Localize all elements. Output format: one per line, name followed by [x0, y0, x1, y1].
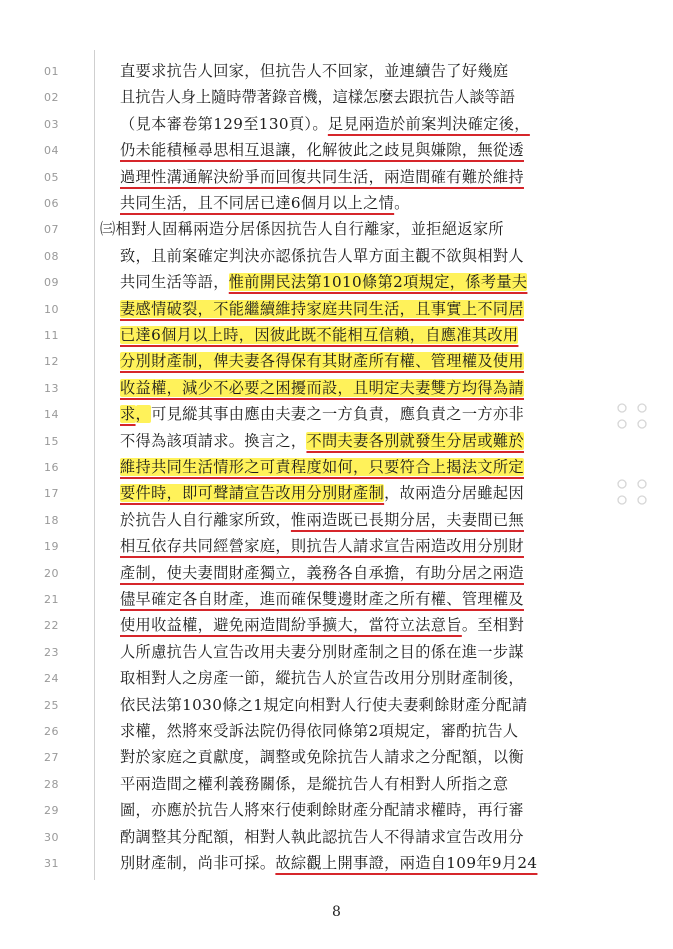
line-number: 20 — [44, 566, 59, 580]
line-number: 02 — [44, 91, 59, 105]
text-line — [0, 850, 673, 880]
line-number: 14 — [44, 408, 59, 422]
line-number: 26 — [44, 725, 59, 738]
line-text — [120, 113, 530, 135]
line-text — [120, 773, 508, 795]
underlined-text: 儘早確定各自財產，進而確保雙邊財產之所有權、管理權及 — [120, 590, 524, 608]
line-number: 21 — [44, 593, 59, 606]
line-text — [120, 166, 524, 188]
line-number: 04 — [44, 144, 59, 158]
text-segment: 致，且前案確定判決亦認係抗告人單方面主觀不欲與相對人 — [120, 246, 524, 265]
line-text — [120, 403, 524, 425]
line-text — [120, 324, 518, 346]
line-text — [120, 720, 518, 742]
text-segment: 求權，然將來受訴法院仍得依同條第2項規定，審酌抗告人 — [120, 722, 519, 740]
line-text — [120, 456, 524, 478]
line-text — [120, 746, 524, 768]
text-segment: 。 — [394, 194, 410, 212]
text-segment: 直要求抗告人回家，但抗告人不回家，並連續告了好幾庭 — [120, 62, 509, 80]
highlighted-underlined-text: 維持共同生活情形之可責程度如何，只要符合上揭法文所定 — [120, 458, 524, 476]
line-number: 25 — [44, 698, 59, 712]
text-segment: ㈢相對人固稱兩造分居係因抗告人自行離家，並拒絕返家所 — [100, 220, 504, 239]
line-number: 13 — [44, 381, 59, 395]
line-text — [100, 218, 504, 240]
line-number: 17 — [44, 487, 59, 501]
highlighted-underlined-text: 已達6個月以上時，因彼此既不能相互信賴，自應准其改用 — [120, 326, 519, 344]
line-number: 07 — [44, 223, 59, 237]
highlighted-underlined-text: 惟前開民法第1010條第2項規定，係考量夫 — [228, 273, 528, 292]
line-text — [120, 271, 527, 293]
line-text — [120, 535, 524, 557]
line-number: 28 — [44, 777, 59, 791]
line-number: 16 — [44, 461, 59, 474]
line-number: 01 — [44, 65, 59, 78]
highlighted-underlined-text: 不問夫妻各別就發生分居或難於 — [306, 431, 524, 450]
line-number: 19 — [44, 540, 59, 554]
text-segment: 且抗告人身上隨時帶著錄音機，這樣怎麼去跟抗告人談等語 — [120, 88, 515, 107]
underlined-text: 共同生活，且不同居已達6個月以上之情 — [120, 194, 395, 212]
underlined-text: 過理性溝通解決紛爭而回復共同生活，兩造間確有難於維持 — [120, 167, 524, 186]
line-number: 23 — [44, 645, 59, 659]
line-number: 12 — [44, 355, 59, 369]
line-text — [120, 430, 524, 452]
underlined-text: 產制，使夫妻間財產獨立，義務各自承擔，有助分居之兩造 — [120, 563, 524, 582]
text-segment: ，故兩造分居雖起因 — [384, 484, 524, 503]
line-text — [120, 192, 410, 214]
highlighted-underlined-text: 妻感情破裂，不能繼續維持家庭共同生活，且事實上不同居 — [120, 299, 524, 318]
line-text — [120, 298, 524, 320]
underlined-text: 使用收益權，避免兩造間紛爭擴大，當符立法意旨 — [120, 616, 462, 635]
line-text — [120, 86, 515, 108]
underlined-text: 惟兩造既已長期分居，夫妻間已無 — [290, 510, 524, 529]
text-segment: 取相對人之房產一節，縱抗告人於宣告改用分別財產制後， — [120, 669, 524, 688]
text-segment: （見本審卷第129至130頁）。 — [120, 114, 328, 133]
text-segment: 於抗告人自行離家所致， — [120, 510, 291, 529]
text-segment: 依民法第1030條之1規定向相對人行使夫妻剩餘財產分配請 — [120, 695, 528, 714]
underlined-text: 仍未能積極尋思相互退讓，化解彼此之歧見與嫌隙，無從透 — [120, 141, 524, 160]
line-text — [120, 245, 524, 267]
line-text — [120, 350, 524, 372]
underlined-text: 足見兩造於前案判決確定後， — [327, 114, 530, 133]
line-number: 10 — [44, 302, 59, 316]
line-number: 09 — [44, 276, 59, 290]
line-text — [120, 139, 524, 161]
line-number: 29 — [44, 804, 59, 818]
line-number: 06 — [44, 197, 59, 210]
line-number: 18 — [44, 513, 59, 527]
text-segment: 別財產制，尚非可採。 — [120, 854, 276, 872]
line-number: 27 — [44, 751, 59, 765]
text-segment: 。至相對 — [461, 616, 524, 635]
line-text — [120, 588, 524, 610]
line-number: 30 — [44, 830, 59, 844]
line-number: 15 — [44, 434, 59, 448]
text-segment: 酌調整其分配額，相對人執此認抗告人不得請求宣告改用分 — [120, 827, 524, 846]
line-text — [120, 694, 527, 716]
line-text — [120, 826, 524, 848]
text-segment: 對於家庭之貢獻度，調整或免除抗告人請求之分配額，以衡 — [120, 748, 524, 767]
line-text — [120, 509, 524, 531]
text-segment: 可見縱其事由應由夫妻之一方負責，應負責之一方亦非 — [151, 405, 524, 424]
binding-hole-mark — [614, 398, 650, 510]
text-segment: 人所慮抗告人宣告改用夫妻分別財產制之目的係在進一步謀 — [120, 642, 524, 661]
highlighted-underlined-text: 分別財產制，俾夫妻各得保有其財產所有權、管理權及使用 — [120, 352, 524, 371]
line-text — [120, 799, 524, 821]
line-text — [120, 482, 524, 504]
line-number: 08 — [44, 249, 59, 263]
line-number: 11 — [44, 329, 59, 342]
line-text — [120, 641, 524, 663]
text-segment: 圖，亦應於抗告人將來行使剩餘財產分配請求權時，再行審 — [120, 801, 524, 820]
underlined-text: 故綜觀上開事證，兩造自109年9月24 — [275, 854, 538, 872]
highlighted-underlined-text: 求 — [120, 405, 136, 424]
line-number: 31 — [44, 857, 59, 870]
text-segment: 平兩造間之權利義務關係，是縱抗告人有相對人所指之意 — [120, 774, 509, 793]
line-number: 05 — [44, 170, 59, 184]
line-text — [120, 377, 524, 399]
page-number: 8 — [332, 904, 341, 920]
line-text — [120, 562, 524, 584]
highlighted-underlined-text: 收益權，減少不必要之困擾而設，且明定夫妻雙方均得為請 — [120, 378, 524, 397]
line-text — [120, 60, 508, 82]
line-text — [120, 614, 524, 636]
highlighted-underlined-text: 要件時，即可聲請宣告改用分別財產制 — [120, 484, 385, 503]
line-text — [120, 852, 537, 874]
line-number: 03 — [44, 117, 59, 131]
text-segment: 不得為該項請求。換言之， — [120, 431, 307, 450]
line-number: 22 — [44, 619, 59, 633]
underlined-text: 相互依存共同經營家庭，則抗告人請求宣告兩造改用分別財 — [120, 537, 524, 556]
highlighted-text: ， — [135, 405, 152, 424]
text-segment: 共同生活等語， — [120, 273, 229, 292]
line-number: 24 — [44, 672, 59, 686]
line-text — [120, 667, 524, 689]
